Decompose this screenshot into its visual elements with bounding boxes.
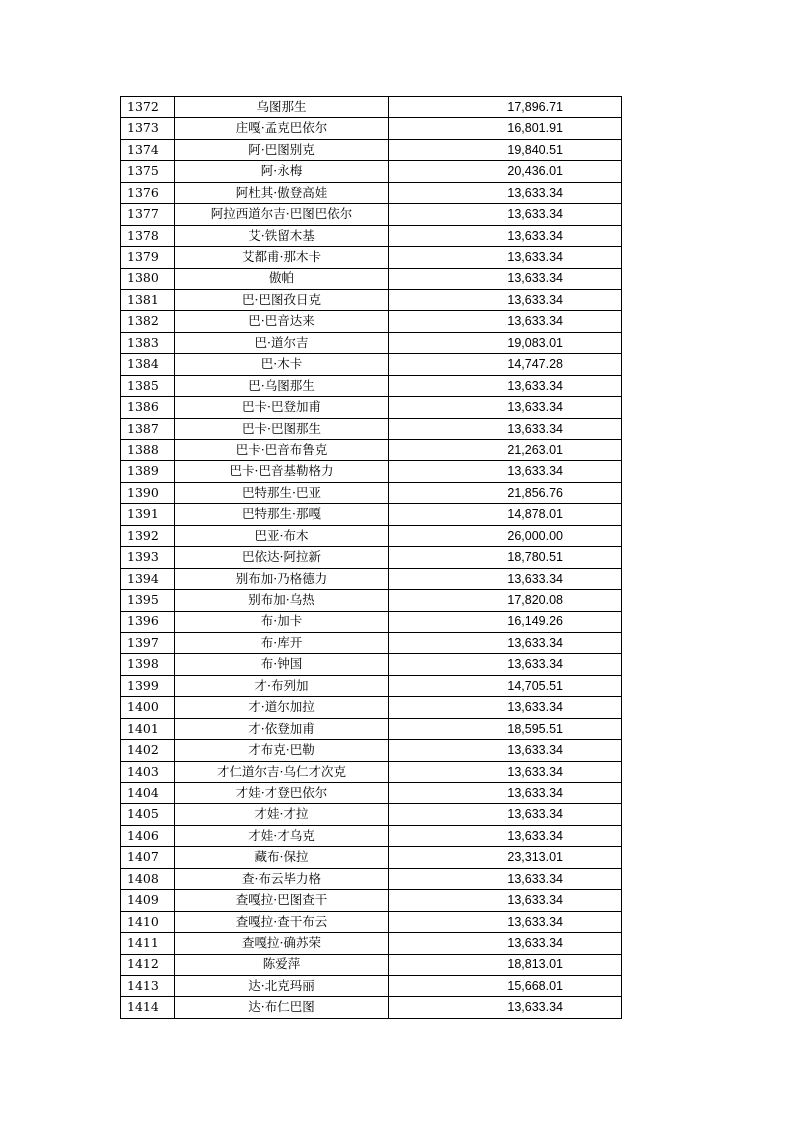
row-number-cell: 1393 [121, 547, 175, 568]
amount-cell: 13,633.34 [389, 654, 622, 675]
amount-cell: 14,747.28 [389, 354, 622, 375]
row-number-cell: 1386 [121, 397, 175, 418]
table-row [121, 761, 622, 782]
table-row [121, 354, 622, 375]
row-number-cell: 1383 [121, 332, 175, 353]
amount-cell: 13,633.34 [389, 740, 622, 761]
name-cell: 才娃·才拉 [175, 804, 389, 825]
name-cell: 才·依登加甫 [175, 718, 389, 739]
amount-cell: 13,633.34 [389, 804, 622, 825]
table-row [121, 225, 622, 246]
name-cell: 才·布列加 [175, 675, 389, 696]
row-number-cell: 1384 [121, 354, 175, 375]
name-cell: 巴特那生·那嘎 [175, 504, 389, 525]
row-number-cell: 1378 [121, 225, 175, 246]
amount-cell: 13,633.34 [389, 825, 622, 846]
row-number-cell: 1396 [121, 611, 175, 632]
name-cell: 巴·木卡 [175, 354, 389, 375]
row-number-cell: 1403 [121, 761, 175, 782]
row-number-cell: 1402 [121, 740, 175, 761]
table-row [121, 654, 622, 675]
name-cell: 巴·道尔吉 [175, 332, 389, 353]
amount-cell: 13,633.34 [389, 868, 622, 889]
amount-cell: 20,436.01 [389, 161, 622, 182]
row-number-cell: 1377 [121, 204, 175, 225]
table-row [121, 289, 622, 310]
amount-cell: 16,801.91 [389, 118, 622, 139]
name-cell: 查嘎拉·确苏荣 [175, 933, 389, 954]
row-number-cell: 1389 [121, 461, 175, 482]
amount-cell: 13,633.34 [389, 375, 622, 396]
row-number-cell: 1407 [121, 847, 175, 868]
name-cell: 巴亚·布木 [175, 525, 389, 546]
row-number-cell: 1376 [121, 182, 175, 203]
amount-cell: 13,633.34 [389, 890, 622, 911]
table-row [121, 804, 622, 825]
row-number-cell: 1382 [121, 311, 175, 332]
name-cell: 别布加·乌热 [175, 590, 389, 611]
name-cell: 才仁道尔吉·乌仁才次克 [175, 761, 389, 782]
amount-cell: 13,633.34 [389, 268, 622, 289]
table-row [121, 440, 622, 461]
name-cell: 阿拉西道尔吉·巴图巴依尔 [175, 204, 389, 225]
row-number-cell: 1388 [121, 440, 175, 461]
row-number-cell: 1397 [121, 632, 175, 653]
row-number-cell: 1395 [121, 590, 175, 611]
table-row [121, 161, 622, 182]
name-cell: 巴·巴图孜日克 [175, 289, 389, 310]
row-number-cell: 1405 [121, 804, 175, 825]
amount-cell: 17,896.71 [389, 97, 622, 118]
row-number-cell: 1412 [121, 954, 175, 975]
amount-cell: 19,083.01 [389, 332, 622, 353]
row-number-cell: 1406 [121, 825, 175, 846]
table-row [121, 204, 622, 225]
table-row [121, 418, 622, 439]
amount-cell: 14,878.01 [389, 504, 622, 525]
table-row [121, 375, 622, 396]
name-cell: 藏布·保拉 [175, 847, 389, 868]
amount-cell: 13,633.34 [389, 697, 622, 718]
amount-cell: 13,633.34 [389, 933, 622, 954]
table-row [121, 461, 622, 482]
amount-cell: 13,633.34 [389, 783, 622, 804]
name-cell: 达·布仁巴图 [175, 997, 389, 1018]
row-number-cell: 1409 [121, 890, 175, 911]
table-row [121, 504, 622, 525]
row-number-cell: 1374 [121, 139, 175, 160]
table-row [121, 482, 622, 503]
table-row [121, 247, 622, 268]
amount-cell: 13,633.34 [389, 397, 622, 418]
amount-cell: 13,633.34 [389, 911, 622, 932]
name-cell: 巴卡·巴登加甫 [175, 397, 389, 418]
amount-cell: 13,633.34 [389, 761, 622, 782]
table-row [121, 182, 622, 203]
amount-cell: 26,000.00 [389, 525, 622, 546]
row-number-cell: 1390 [121, 482, 175, 503]
table-row [121, 332, 622, 353]
table-row [121, 675, 622, 696]
amount-cell: 19,840.51 [389, 139, 622, 160]
table-row [121, 868, 622, 889]
name-cell: 布·钟国 [175, 654, 389, 675]
amount-cell: 13,633.34 [389, 461, 622, 482]
name-cell: 陈爱萍 [175, 954, 389, 975]
name-cell: 才·道尔加拉 [175, 697, 389, 718]
table-row [121, 311, 622, 332]
row-number-cell: 1373 [121, 118, 175, 139]
amount-cell: 13,633.34 [389, 418, 622, 439]
name-cell: 布·库开 [175, 632, 389, 653]
name-cell: 巴卡·巴图那生 [175, 418, 389, 439]
name-cell: 才娃·才登巴依尔 [175, 783, 389, 804]
table-row [121, 611, 622, 632]
amount-cell: 14,705.51 [389, 675, 622, 696]
name-cell: 巴·巴音达来 [175, 311, 389, 332]
amount-cell: 15,668.01 [389, 975, 622, 996]
row-number-cell: 1414 [121, 997, 175, 1018]
name-cell: 巴卡·巴音布鲁克 [175, 440, 389, 461]
name-cell: 别布加·乃格德力 [175, 568, 389, 589]
amount-cell: 13,633.34 [389, 311, 622, 332]
row-number-cell: 1401 [121, 718, 175, 739]
name-cell: 阿杜其·傲登高娃 [175, 182, 389, 203]
table-row [121, 847, 622, 868]
name-cell: 乌图那生 [175, 97, 389, 118]
name-cell: 查嘎拉·查干布云 [175, 911, 389, 932]
table-row [121, 954, 622, 975]
table-row [121, 97, 622, 118]
table-row [121, 547, 622, 568]
amount-cell: 21,856.76 [389, 482, 622, 503]
row-number-cell: 1380 [121, 268, 175, 289]
row-number-cell: 1404 [121, 783, 175, 804]
row-number-cell: 1391 [121, 504, 175, 525]
name-cell: 巴卡·巴音基勒格力 [175, 461, 389, 482]
amount-cell: 13,633.34 [389, 247, 622, 268]
amount-cell: 13,633.34 [389, 225, 622, 246]
table-row [121, 697, 622, 718]
row-number-cell: 1408 [121, 868, 175, 889]
table-row [121, 890, 622, 911]
amount-cell: 13,633.34 [389, 204, 622, 225]
name-cell: 查·布云毕力格 [175, 868, 389, 889]
table-row [121, 718, 622, 739]
amount-cell: 13,633.34 [389, 182, 622, 203]
row-number-cell: 1387 [121, 418, 175, 439]
row-number-cell: 1392 [121, 525, 175, 546]
name-cell: 艾·铁留木基 [175, 225, 389, 246]
row-number-cell: 1411 [121, 933, 175, 954]
table-row [121, 911, 622, 932]
table-row [121, 568, 622, 589]
table-row [121, 740, 622, 761]
amount-cell: 13,633.34 [389, 632, 622, 653]
name-cell: 傲帕 [175, 268, 389, 289]
amount-cell: 13,633.34 [389, 289, 622, 310]
row-number-cell: 1394 [121, 568, 175, 589]
name-cell: 查嘎拉·巴图查干 [175, 890, 389, 911]
row-number-cell: 1413 [121, 975, 175, 996]
table-row [121, 825, 622, 846]
name-cell: 庄嘎·孟克巴依尔 [175, 118, 389, 139]
row-number-cell: 1372 [121, 97, 175, 118]
row-number-cell: 1410 [121, 911, 175, 932]
table-row [121, 397, 622, 418]
name-cell: 才娃·才乌克 [175, 825, 389, 846]
row-number-cell: 1381 [121, 289, 175, 310]
amount-cell: 23,313.01 [389, 847, 622, 868]
row-number-cell: 1400 [121, 697, 175, 718]
name-cell: 布·加卡 [175, 611, 389, 632]
table-row [121, 525, 622, 546]
row-number-cell: 1375 [121, 161, 175, 182]
table-row [121, 933, 622, 954]
name-cell: 才布克·巴勒 [175, 740, 389, 761]
table-row [121, 139, 622, 160]
name-cell: 阿·巴图别克 [175, 139, 389, 160]
row-number-cell: 1379 [121, 247, 175, 268]
amount-cell: 18,813.01 [389, 954, 622, 975]
table-row [121, 118, 622, 139]
amount-cell: 18,780.51 [389, 547, 622, 568]
name-cell: 达·北克玛丽 [175, 975, 389, 996]
data-table [120, 96, 622, 1019]
amount-cell: 17,820.08 [389, 590, 622, 611]
amount-cell: 16,149.26 [389, 611, 622, 632]
table-row [121, 590, 622, 611]
amount-cell: 18,595.51 [389, 718, 622, 739]
table-body [121, 97, 622, 1019]
name-cell: 艾都甫·那木卡 [175, 247, 389, 268]
table-row [121, 783, 622, 804]
name-cell: 巴特那生·巴亚 [175, 482, 389, 503]
row-number-cell: 1385 [121, 375, 175, 396]
table-row [121, 997, 622, 1018]
name-cell: 阿·永梅 [175, 161, 389, 182]
amount-cell: 13,633.34 [389, 568, 622, 589]
name-cell: 巴依达·阿拉新 [175, 547, 389, 568]
row-number-cell: 1399 [121, 675, 175, 696]
name-cell: 巴·乌图那生 [175, 375, 389, 396]
table-row [121, 268, 622, 289]
amount-cell: 13,633.34 [389, 997, 622, 1018]
table-row [121, 975, 622, 996]
amount-cell: 21,263.01 [389, 440, 622, 461]
row-number-cell: 1398 [121, 654, 175, 675]
table-row [121, 632, 622, 653]
